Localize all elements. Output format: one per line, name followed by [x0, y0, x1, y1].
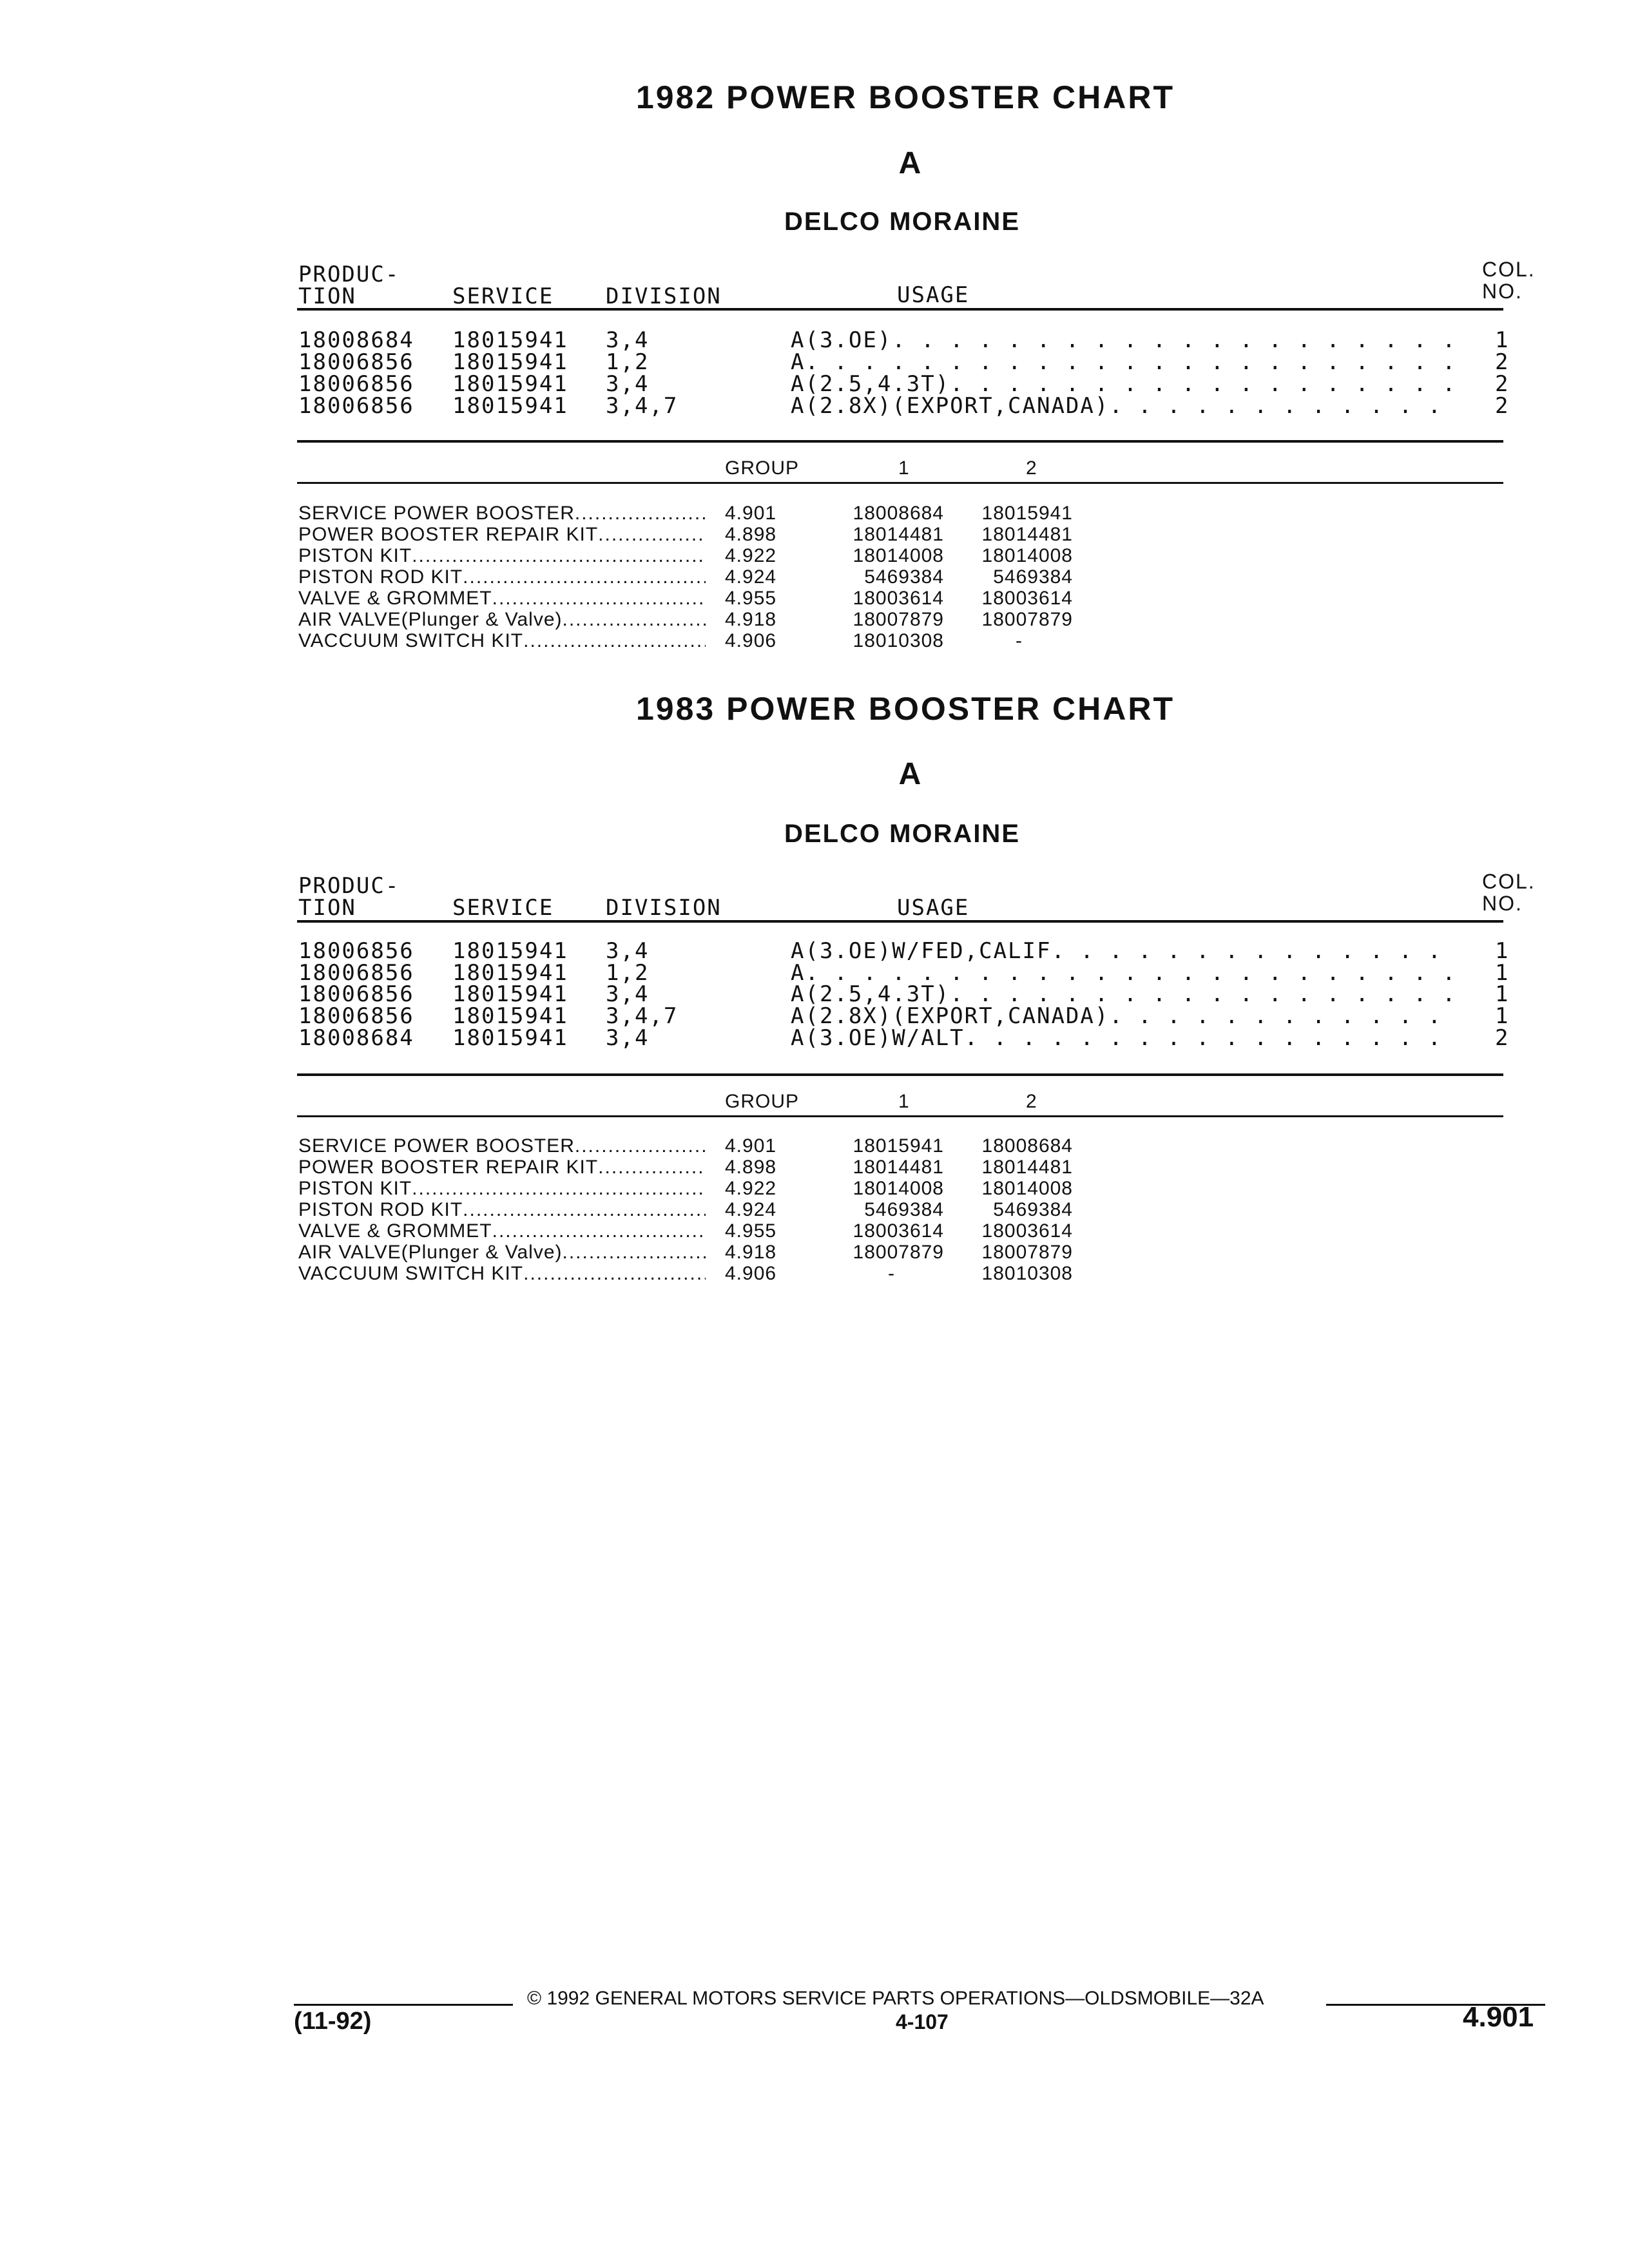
production-number: 18008684	[298, 327, 414, 353]
production-number: 18006856	[298, 1003, 414, 1029]
header-division: DIVISION	[606, 284, 722, 309]
header-col-1: 1	[898, 457, 910, 479]
header-col-2: 2	[1026, 1091, 1037, 1112]
group-number: 4.901	[725, 503, 777, 524]
part-number-col2: 18014481	[981, 1157, 1073, 1178]
division-value: 1,2	[606, 960, 650, 986]
part-number-col1: 18010308	[853, 630, 944, 651]
header-col-2: 2	[1026, 457, 1037, 479]
division-value: 3,4,7	[606, 1003, 679, 1029]
header-production-line2: TION	[298, 284, 356, 309]
col-number: 1	[1495, 938, 1510, 964]
header-production-line1: PRODUC-	[298, 262, 400, 287]
part-name: PISTON KIT .....	[298, 1178, 706, 1200]
group-number: 4.898	[725, 524, 777, 545]
part-number-col2: 5469384	[993, 566, 1073, 588]
header-col-line2: NO.	[1482, 280, 1523, 303]
revision-date: (11-92)	[294, 2008, 372, 2035]
division-value: 3,4	[606, 981, 650, 1007]
part-name: SERVICE POWER BOOSTER .....	[298, 503, 706, 524]
part-name: VACCUUM SWITCH KIT .....	[298, 1263, 706, 1285]
manufacturer-heading: DELCO MORAINE	[784, 820, 1020, 848]
col-number: 2	[1495, 349, 1510, 375]
part-number-col1: -	[888, 1263, 895, 1284]
production-number: 18006856	[298, 938, 414, 964]
group-number: 4.918	[725, 609, 777, 630]
service-number: 18015941	[452, 960, 568, 986]
part-number-col1: 5469384	[864, 566, 944, 588]
part-number-col1: 18003614	[853, 588, 944, 609]
production-number: 18006856	[298, 960, 414, 986]
part-name: PISTON ROD KIT .....	[298, 1199, 706, 1221]
part-number-col2: 18003614	[981, 1220, 1073, 1242]
part-number-col1: 18007879	[853, 609, 944, 630]
production-number: 18006856	[298, 393, 414, 419]
part-number-col1: 18014481	[853, 1157, 944, 1178]
part-number-col2: 18008684	[981, 1135, 1073, 1157]
production-number: 18006856	[298, 981, 414, 1007]
header-production-line2: TION	[298, 895, 356, 921]
part-name: VALVE & GROMMET .....	[298, 1220, 706, 1242]
group-number: 4.906	[725, 630, 777, 651]
part-number-col2: 18014008	[981, 1178, 1073, 1199]
part-number-col2: 18007879	[981, 609, 1073, 630]
part-number-col1: 18008684	[853, 503, 944, 524]
division-value: 3,4,7	[606, 393, 679, 419]
col-number: 1	[1495, 960, 1510, 986]
header-division: DIVISION	[606, 895, 722, 921]
part-number-col2: 18015941	[981, 503, 1073, 524]
service-number: 18015941	[452, 371, 568, 397]
group-number: 4.922	[725, 545, 777, 566]
usage-description: A(2.8X)(EXPORT,CANADA) . . .	[791, 1003, 1452, 1029]
col-number: 2	[1495, 371, 1510, 397]
usage-description: A(2.8X)(EXPORT,CANADA) . . .	[791, 393, 1452, 419]
header-divider	[297, 308, 1503, 311]
header-group: GROUP	[725, 457, 800, 479]
service-number: 18015941	[452, 1003, 568, 1029]
chart-subtitle: A	[898, 757, 921, 791]
header-col-line1: COL.	[1482, 870, 1536, 893]
header-group: GROUP	[725, 1091, 800, 1112]
group-number: 4.906	[725, 1263, 777, 1284]
part-name: PISTON KIT .....	[298, 545, 706, 567]
service-number: 18015941	[452, 349, 568, 375]
col-number: 2	[1495, 393, 1510, 419]
chart-title: 1983 POWER BOOSTER CHART	[635, 691, 1175, 727]
part-number-col1: 18015941	[853, 1135, 944, 1157]
header-service: SERVICE	[452, 284, 554, 309]
part-number-col2: -	[1016, 630, 1023, 651]
service-number: 18015941	[452, 1025, 568, 1051]
part-name: AIR VALVE(Plunger & Valve) .....	[298, 609, 706, 631]
header-col-line2: NO.	[1482, 892, 1523, 915]
service-number: 18015941	[452, 393, 568, 419]
copyright-notice: © 1992 GENERAL MOTORS SERVICE PARTS OPERATIONS—OLDSMOBILE—32A	[527, 1988, 1264, 2009]
division-value: 3,4	[606, 1025, 650, 1051]
manufacturer-heading: DELCO MORAINE	[784, 207, 1020, 236]
usage-description: A(2.5,4.3T) . . .	[791, 981, 1452, 1007]
production-number: 18008684	[298, 1025, 414, 1051]
section-divider	[297, 440, 1503, 443]
usage-description: A(2.5,4.3T) . . .	[791, 371, 1452, 397]
col-number: 1	[1495, 1003, 1510, 1029]
page-number: 4-107	[896, 2010, 949, 2033]
group-number: 4.955	[725, 1220, 777, 1242]
service-number: 18015941	[452, 981, 568, 1007]
usage-description: A . . .	[791, 960, 1452, 986]
part-number-col1: 18014008	[853, 545, 944, 566]
service-number: 18015941	[452, 938, 568, 964]
header-col-line1: COL.	[1482, 258, 1536, 281]
col-number: 1	[1495, 327, 1510, 353]
part-number-col1: 18003614	[853, 1220, 944, 1242]
part-number-col1: 18014481	[853, 524, 944, 545]
col-number: 1	[1495, 981, 1510, 1007]
col-number: 2	[1495, 1025, 1510, 1051]
part-name: AIR VALVE(Plunger & Valve) .....	[298, 1242, 706, 1264]
production-number: 18006856	[298, 349, 414, 375]
part-name: POWER BOOSTER REPAIR KIT .....	[298, 1157, 706, 1178]
part-number-col1: 18014008	[853, 1178, 944, 1199]
part-number-col1: 18007879	[853, 1242, 944, 1263]
usage-description: A(3.OE)W/FED,CALIF . . .	[791, 938, 1452, 964]
header-service: SERVICE	[452, 895, 554, 921]
group-number: 4.924	[725, 566, 777, 588]
part-number-col2: 18007879	[981, 1242, 1073, 1263]
part-number-col2: 18010308	[981, 1263, 1073, 1284]
part-name: POWER BOOSTER REPAIR KIT .....	[298, 524, 706, 546]
usage-description: A . . .	[791, 349, 1452, 375]
group-number: 4.955	[725, 588, 777, 609]
usage-description: A(3.OE) . . .	[791, 327, 1452, 353]
group-number: 4.901	[725, 1135, 777, 1157]
division-value: 3,4	[606, 938, 650, 964]
division-value: 3,4	[606, 327, 650, 353]
service-number: 18015941	[452, 327, 568, 353]
part-number-col2: 18014481	[981, 524, 1073, 545]
header-divider	[297, 920, 1503, 923]
header-usage: USAGE	[897, 895, 970, 921]
header-usage: USAGE	[897, 282, 970, 308]
division-value: 1,2	[606, 349, 650, 375]
chart-subtitle: A	[898, 146, 921, 180]
footer-rule-left	[294, 2004, 513, 2006]
group-number: 4.922	[725, 1178, 777, 1199]
group-number: 4.898	[725, 1157, 777, 1178]
usage-description: A(3.OE)W/ALT . . .	[791, 1025, 1452, 1051]
section-divider	[297, 1073, 1503, 1076]
part-name: PISTON ROD KIT .....	[298, 566, 706, 588]
group-number: 4.924	[725, 1199, 777, 1220]
part-number-col2: 18014008	[981, 545, 1073, 566]
part-name: VALVE & GROMMET .....	[298, 588, 706, 610]
group-number: 4.918	[725, 1242, 777, 1263]
chart-title: 1982 POWER BOOSTER CHART	[635, 79, 1175, 115]
part-name: VACCUUM SWITCH KIT .....	[298, 630, 706, 652]
group-number-footer: 4.901	[1463, 2001, 1534, 2033]
part-name: SERVICE POWER BOOSTER .....	[298, 1135, 706, 1157]
header-col-1: 1	[898, 1091, 910, 1112]
part-number-col2: 5469384	[993, 1199, 1073, 1220]
production-number: 18006856	[298, 371, 414, 397]
header-production-line1: PRODUC-	[298, 873, 400, 899]
parts-header-divider	[297, 482, 1503, 484]
division-value: 3,4	[606, 371, 650, 397]
part-number-col1: 5469384	[864, 1199, 944, 1220]
parts-header-divider	[297, 1115, 1503, 1117]
part-number-col2: 18003614	[981, 588, 1073, 609]
